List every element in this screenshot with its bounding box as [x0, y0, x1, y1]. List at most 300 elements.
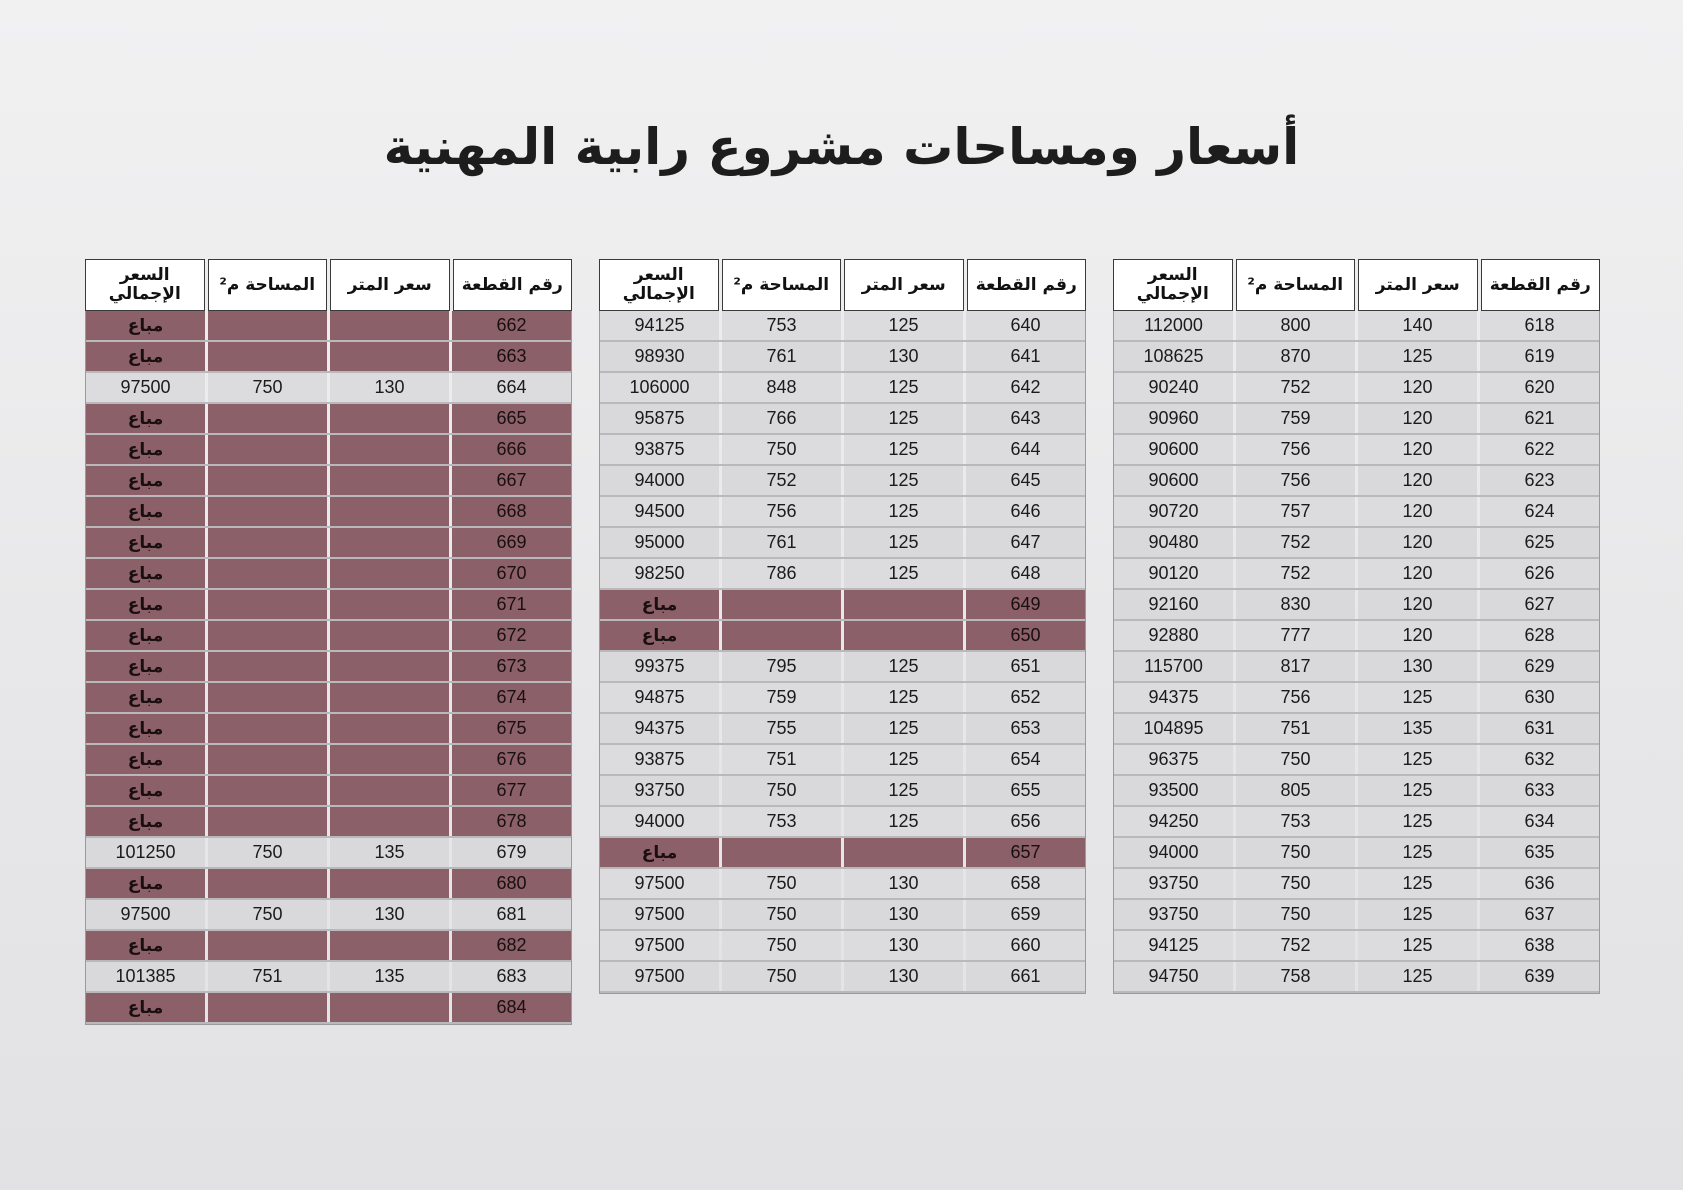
- area-cell: 830: [1236, 590, 1355, 619]
- plot-number-cell: 638: [1480, 931, 1599, 960]
- header-plot-number: رقم القطعة: [967, 259, 1087, 311]
- total-price-cell: 90720: [1114, 497, 1233, 526]
- table-header: [85, 259, 572, 311]
- meter-price-cell: [844, 621, 963, 650]
- total-price-cell: مباع: [86, 342, 205, 371]
- meter-price-cell: [330, 745, 449, 774]
- table-row: [86, 435, 571, 466]
- total-price-cell: 104895: [1114, 714, 1233, 743]
- total-price-cell: 93500: [1114, 776, 1233, 805]
- table-row: [1114, 745, 1599, 776]
- meter-price-cell: 120: [1358, 497, 1477, 526]
- table-body: [85, 311, 572, 1025]
- meter-price-cell: 120: [1358, 590, 1477, 619]
- area-cell: [208, 342, 327, 371]
- area-cell: [722, 621, 841, 650]
- meter-price-cell: [330, 652, 449, 681]
- total-price-cell: 93750: [600, 776, 719, 805]
- area-cell: 786: [722, 559, 841, 588]
- area-cell: 753: [722, 807, 841, 836]
- table-row: [1114, 900, 1599, 931]
- table-body: [599, 311, 1086, 994]
- area-cell: [208, 497, 327, 526]
- meter-price-cell: 125: [1358, 869, 1477, 898]
- table-row: [600, 528, 1085, 559]
- table-header: [1113, 259, 1600, 311]
- total-price-cell: 94125: [600, 311, 719, 340]
- area-cell: 750: [722, 869, 841, 898]
- table-row: [86, 962, 571, 993]
- plot-number-cell: 678: [452, 807, 571, 836]
- plot-number-cell: 661: [966, 962, 1085, 991]
- area-cell: 750: [1236, 869, 1355, 898]
- meter-price-cell: 130: [330, 373, 449, 402]
- total-price-cell: 106000: [600, 373, 719, 402]
- meter-price-cell: [330, 621, 449, 650]
- total-price-cell: 93875: [600, 745, 719, 774]
- plot-number-cell: 633: [1480, 776, 1599, 805]
- meter-price-cell: 120: [1358, 404, 1477, 433]
- table-row: [86, 745, 571, 776]
- table-row: [1114, 838, 1599, 869]
- table-row: [600, 931, 1085, 962]
- total-price-cell: مباع: [86, 497, 205, 526]
- table-row: [600, 466, 1085, 497]
- table-row: [600, 900, 1085, 931]
- table-row: [600, 776, 1085, 807]
- table-row: [600, 652, 1085, 683]
- total-price-cell: 94500: [600, 497, 719, 526]
- total-price-cell: مباع: [86, 776, 205, 805]
- meter-price-cell: 125: [1358, 838, 1477, 867]
- meter-price-cell: [330, 497, 449, 526]
- meter-price-cell: 125: [1358, 683, 1477, 712]
- total-price-cell: مباع: [86, 621, 205, 650]
- table-body: [1113, 311, 1600, 994]
- table-row: [600, 311, 1085, 342]
- area-cell: [208, 404, 327, 433]
- total-price-cell: 97500: [86, 900, 205, 929]
- area-cell: 750: [208, 838, 327, 867]
- meter-price-cell: [330, 776, 449, 805]
- total-price-cell: 97500: [600, 900, 719, 929]
- plot-number-cell: 652: [966, 683, 1085, 712]
- header-total-price: السعر الإجمالي: [1113, 259, 1233, 311]
- plot-number-cell: 655: [966, 776, 1085, 805]
- table-row: [1114, 559, 1599, 590]
- table-row: [600, 559, 1085, 590]
- total-price-cell: 98930: [600, 342, 719, 371]
- plot-number-cell: 684: [452, 993, 571, 1022]
- area-cell: 750: [208, 373, 327, 402]
- meter-price-cell: [330, 404, 449, 433]
- meter-price-cell: [330, 559, 449, 588]
- area-cell: [208, 776, 327, 805]
- meter-price-cell: 120: [1358, 373, 1477, 402]
- table-row: [600, 404, 1085, 435]
- plot-number-cell: 665: [452, 404, 571, 433]
- plot-number-cell: 658: [966, 869, 1085, 898]
- plot-number-cell: 675: [452, 714, 571, 743]
- table-row: [1114, 435, 1599, 466]
- total-price-cell: 94125: [1114, 931, 1233, 960]
- table-row: [1114, 714, 1599, 745]
- meter-price-cell: 125: [844, 528, 963, 557]
- total-price-cell: 94750: [1114, 962, 1233, 991]
- area-cell: [208, 714, 327, 743]
- meter-price-cell: 120: [1358, 559, 1477, 588]
- table-row: [86, 652, 571, 683]
- area-cell: [208, 528, 327, 557]
- meter-price-cell: 130: [844, 962, 963, 991]
- area-cell: [208, 993, 327, 1022]
- plot-number-cell: 651: [966, 652, 1085, 681]
- table-row: [86, 311, 571, 342]
- price-table-2: [599, 259, 1086, 994]
- plot-number-cell: 657: [966, 838, 1085, 867]
- plot-number-cell: 643: [966, 404, 1085, 433]
- area-cell: 752: [1236, 528, 1355, 557]
- area-cell: 750: [722, 962, 841, 991]
- table-row: [600, 962, 1085, 993]
- plot-number-cell: 668: [452, 497, 571, 526]
- total-price-cell: مباع: [86, 807, 205, 836]
- plot-number-cell: 649: [966, 590, 1085, 619]
- area-cell: 755: [722, 714, 841, 743]
- area-cell: [722, 590, 841, 619]
- total-price-cell: مباع: [86, 466, 205, 495]
- total-price-cell: 94000: [600, 466, 719, 495]
- plot-number-cell: 682: [452, 931, 571, 960]
- plot-number-cell: 627: [1480, 590, 1599, 619]
- area-cell: 753: [722, 311, 841, 340]
- table-row: [600, 869, 1085, 900]
- meter-price-cell: 125: [844, 807, 963, 836]
- meter-price-cell: [330, 342, 449, 371]
- area-cell: 750: [1236, 745, 1355, 774]
- total-price-cell: 94000: [1114, 838, 1233, 867]
- plot-number-cell: 653: [966, 714, 1085, 743]
- table-row: [600, 342, 1085, 373]
- area-cell: 777: [1236, 621, 1355, 650]
- plot-number-cell: 634: [1480, 807, 1599, 836]
- plot-number-cell: 620: [1480, 373, 1599, 402]
- plot-number-cell: 667: [452, 466, 571, 495]
- plot-number-cell: 659: [966, 900, 1085, 929]
- plot-number-cell: 647: [966, 528, 1085, 557]
- area-cell: 750: [722, 900, 841, 929]
- total-price-cell: 94000: [600, 807, 719, 836]
- area-cell: 757: [1236, 497, 1355, 526]
- plot-number-cell: 656: [966, 807, 1085, 836]
- table-row: [86, 404, 571, 435]
- table-row: [1114, 931, 1599, 962]
- meter-price-cell: 125: [844, 404, 963, 433]
- area-cell: [208, 621, 327, 650]
- meter-price-cell: 125: [844, 652, 963, 681]
- plot-number-cell: 646: [966, 497, 1085, 526]
- total-price-cell: 92160: [1114, 590, 1233, 619]
- plot-number-cell: 645: [966, 466, 1085, 495]
- meter-price-cell: 125: [844, 745, 963, 774]
- plot-number-cell: 618: [1480, 311, 1599, 340]
- area-cell: 750: [722, 435, 841, 464]
- area-cell: 750: [208, 900, 327, 929]
- plot-number-cell: 663: [452, 342, 571, 371]
- header-area: المساحة م²: [208, 259, 328, 311]
- page-title: أسعار ومساحات مشروع رابية المهنية: [383, 118, 1300, 176]
- total-price-cell: 90480: [1114, 528, 1233, 557]
- table-row: [1114, 311, 1599, 342]
- plot-number-cell: 626: [1480, 559, 1599, 588]
- table-row: [1114, 590, 1599, 621]
- meter-price-cell: 135: [330, 838, 449, 867]
- table-row: [86, 373, 571, 404]
- total-price-cell: مباع: [86, 590, 205, 619]
- meter-price-cell: 125: [844, 373, 963, 402]
- total-price-cell: مباع: [86, 714, 205, 743]
- total-price-cell: مباع: [86, 311, 205, 340]
- plot-number-cell: 621: [1480, 404, 1599, 433]
- header-area: المساحة م²: [1236, 259, 1356, 311]
- total-price-cell: مباع: [86, 869, 205, 898]
- total-price-cell: 92880: [1114, 621, 1233, 650]
- total-price-cell: مباع: [600, 590, 719, 619]
- area-cell: 750: [1236, 838, 1355, 867]
- plot-number-cell: 642: [966, 373, 1085, 402]
- plot-number-cell: 628: [1480, 621, 1599, 650]
- table-row: [86, 497, 571, 528]
- total-price-cell: 94875: [600, 683, 719, 712]
- total-price-cell: 93750: [1114, 869, 1233, 898]
- plot-number-cell: 683: [452, 962, 571, 991]
- area-cell: [208, 559, 327, 588]
- area-cell: 751: [722, 745, 841, 774]
- meter-price-cell: 125: [1358, 745, 1477, 774]
- area-cell: 751: [208, 962, 327, 991]
- area-cell: 800: [1236, 311, 1355, 340]
- area-cell: 766: [722, 404, 841, 433]
- total-price-cell: 90240: [1114, 373, 1233, 402]
- plot-number-cell: 636: [1480, 869, 1599, 898]
- total-price-cell: 90600: [1114, 466, 1233, 495]
- header-meter-price: سعر المتر: [330, 259, 450, 311]
- plot-number-cell: 635: [1480, 838, 1599, 867]
- total-price-cell: 98250: [600, 559, 719, 588]
- meter-price-cell: 130: [844, 869, 963, 898]
- table-row: [600, 435, 1085, 466]
- plot-number-cell: 640: [966, 311, 1085, 340]
- meter-price-cell: [330, 311, 449, 340]
- area-cell: [208, 869, 327, 898]
- table-row: [86, 342, 571, 373]
- meter-price-cell: 125: [844, 559, 963, 588]
- area-cell: [208, 745, 327, 774]
- table-row: [600, 373, 1085, 404]
- total-price-cell: مباع: [86, 559, 205, 588]
- total-price-cell: 108625: [1114, 342, 1233, 371]
- plot-number-cell: 650: [966, 621, 1085, 650]
- table-row: [1114, 373, 1599, 404]
- meter-price-cell: [330, 807, 449, 836]
- total-price-cell: 93875: [600, 435, 719, 464]
- plot-number-cell: 619: [1480, 342, 1599, 371]
- table-row: [1114, 652, 1599, 683]
- plot-number-cell: 622: [1480, 435, 1599, 464]
- table-row: [86, 993, 571, 1024]
- plot-number-cell: 674: [452, 683, 571, 712]
- header-area: المساحة م²: [722, 259, 842, 311]
- table-row: [86, 590, 571, 621]
- table-row: [600, 745, 1085, 776]
- area-cell: 795: [722, 652, 841, 681]
- header-total-price: السعر الإجمالي: [85, 259, 205, 311]
- plot-number-cell: 662: [452, 311, 571, 340]
- table-row: [1114, 683, 1599, 714]
- total-price-cell: 97500: [600, 962, 719, 991]
- plot-number-cell: 666: [452, 435, 571, 464]
- total-price-cell: 94375: [1114, 683, 1233, 712]
- area-cell: 752: [1236, 931, 1355, 960]
- header-plot-number: رقم القطعة: [453, 259, 573, 311]
- plot-number-cell: 677: [452, 776, 571, 805]
- meter-price-cell: [330, 590, 449, 619]
- total-price-cell: مباع: [86, 683, 205, 712]
- table-row: [86, 621, 571, 652]
- header-meter-price: سعر المتر: [1358, 259, 1478, 311]
- table-row: [1114, 404, 1599, 435]
- plot-number-cell: 676: [452, 745, 571, 774]
- table-row: [86, 931, 571, 962]
- meter-price-cell: 125: [844, 714, 963, 743]
- total-price-cell: 97500: [600, 931, 719, 960]
- meter-price-cell: 125: [1358, 900, 1477, 929]
- area-cell: 750: [1236, 900, 1355, 929]
- meter-price-cell: 135: [330, 962, 449, 991]
- meter-price-cell: [330, 993, 449, 1022]
- table-row: [1114, 621, 1599, 652]
- area-cell: 756: [722, 497, 841, 526]
- plot-number-cell: 680: [452, 869, 571, 898]
- meter-price-cell: 125: [1358, 807, 1477, 836]
- area-cell: [208, 466, 327, 495]
- meter-price-cell: 130: [844, 931, 963, 960]
- table-header: [599, 259, 1086, 311]
- total-price-cell: 93750: [1114, 900, 1233, 929]
- plot-number-cell: 669: [452, 528, 571, 557]
- area-cell: [208, 435, 327, 464]
- total-price-cell: مباع: [86, 745, 205, 774]
- plot-number-cell: 630: [1480, 683, 1599, 712]
- table-row: [86, 528, 571, 559]
- plot-number-cell: 631: [1480, 714, 1599, 743]
- plot-number-cell: 644: [966, 435, 1085, 464]
- table-row: [86, 900, 571, 931]
- table-row: [1114, 776, 1599, 807]
- meter-price-cell: [844, 838, 963, 867]
- meter-price-cell: 135: [1358, 714, 1477, 743]
- area-cell: 751: [1236, 714, 1355, 743]
- table-row: [86, 559, 571, 590]
- plot-number-cell: 624: [1480, 497, 1599, 526]
- area-cell: 848: [722, 373, 841, 402]
- plot-number-cell: 641: [966, 342, 1085, 371]
- area-cell: 752: [1236, 373, 1355, 402]
- plot-number-cell: 681: [452, 900, 571, 929]
- total-price-cell: 90600: [1114, 435, 1233, 464]
- table-row: [1114, 342, 1599, 373]
- table-row: [1114, 466, 1599, 497]
- plot-number-cell: 672: [452, 621, 571, 650]
- plot-number-cell: 654: [966, 745, 1085, 774]
- table-row: [86, 807, 571, 838]
- total-price-cell: مباع: [86, 404, 205, 433]
- table-row: [1114, 807, 1599, 838]
- area-cell: 750: [722, 931, 841, 960]
- meter-price-cell: [330, 931, 449, 960]
- total-price-cell: مباع: [86, 652, 205, 681]
- table-row: [600, 807, 1085, 838]
- area-cell: 759: [722, 683, 841, 712]
- plot-number-cell: 679: [452, 838, 571, 867]
- area-cell: 759: [1236, 404, 1355, 433]
- meter-price-cell: 125: [844, 311, 963, 340]
- meter-price-cell: [330, 528, 449, 557]
- header-total-price: السعر الإجمالي: [599, 259, 719, 311]
- meter-price-cell: 130: [844, 342, 963, 371]
- plot-number-cell: 625: [1480, 528, 1599, 557]
- plot-number-cell: 664: [452, 373, 571, 402]
- table-row: [86, 838, 571, 869]
- total-price-cell: 97500: [86, 373, 205, 402]
- total-price-cell: 94250: [1114, 807, 1233, 836]
- meter-price-cell: 120: [1358, 466, 1477, 495]
- area-cell: 761: [722, 342, 841, 371]
- table-row: [600, 497, 1085, 528]
- area-cell: 752: [1236, 559, 1355, 588]
- table-row: [1114, 528, 1599, 559]
- meter-price-cell: [330, 435, 449, 464]
- area-cell: [208, 807, 327, 836]
- table-row: [86, 776, 571, 807]
- meter-price-cell: 125: [844, 776, 963, 805]
- area-cell: 756: [1236, 466, 1355, 495]
- area-cell: [208, 931, 327, 960]
- total-price-cell: مباع: [86, 528, 205, 557]
- area-cell: 752: [722, 466, 841, 495]
- total-price-cell: 95875: [600, 404, 719, 433]
- total-price-cell: 101385: [86, 962, 205, 991]
- plot-number-cell: 671: [452, 590, 571, 619]
- area-cell: 756: [1236, 435, 1355, 464]
- price-table-1: [1113, 259, 1600, 994]
- area-cell: 870: [1236, 342, 1355, 371]
- meter-price-cell: 125: [844, 435, 963, 464]
- header-meter-price: سعر المتر: [844, 259, 964, 311]
- total-price-cell: 94375: [600, 714, 719, 743]
- plot-number-cell: 623: [1480, 466, 1599, 495]
- total-price-cell: 97500: [600, 869, 719, 898]
- meter-price-cell: [330, 714, 449, 743]
- table-row: [600, 683, 1085, 714]
- area-cell: [208, 683, 327, 712]
- area-cell: 753: [1236, 807, 1355, 836]
- plot-number-cell: 673: [452, 652, 571, 681]
- area-cell: 756: [1236, 683, 1355, 712]
- table-row: [1114, 497, 1599, 528]
- table-row: [600, 714, 1085, 745]
- plot-number-cell: 648: [966, 559, 1085, 588]
